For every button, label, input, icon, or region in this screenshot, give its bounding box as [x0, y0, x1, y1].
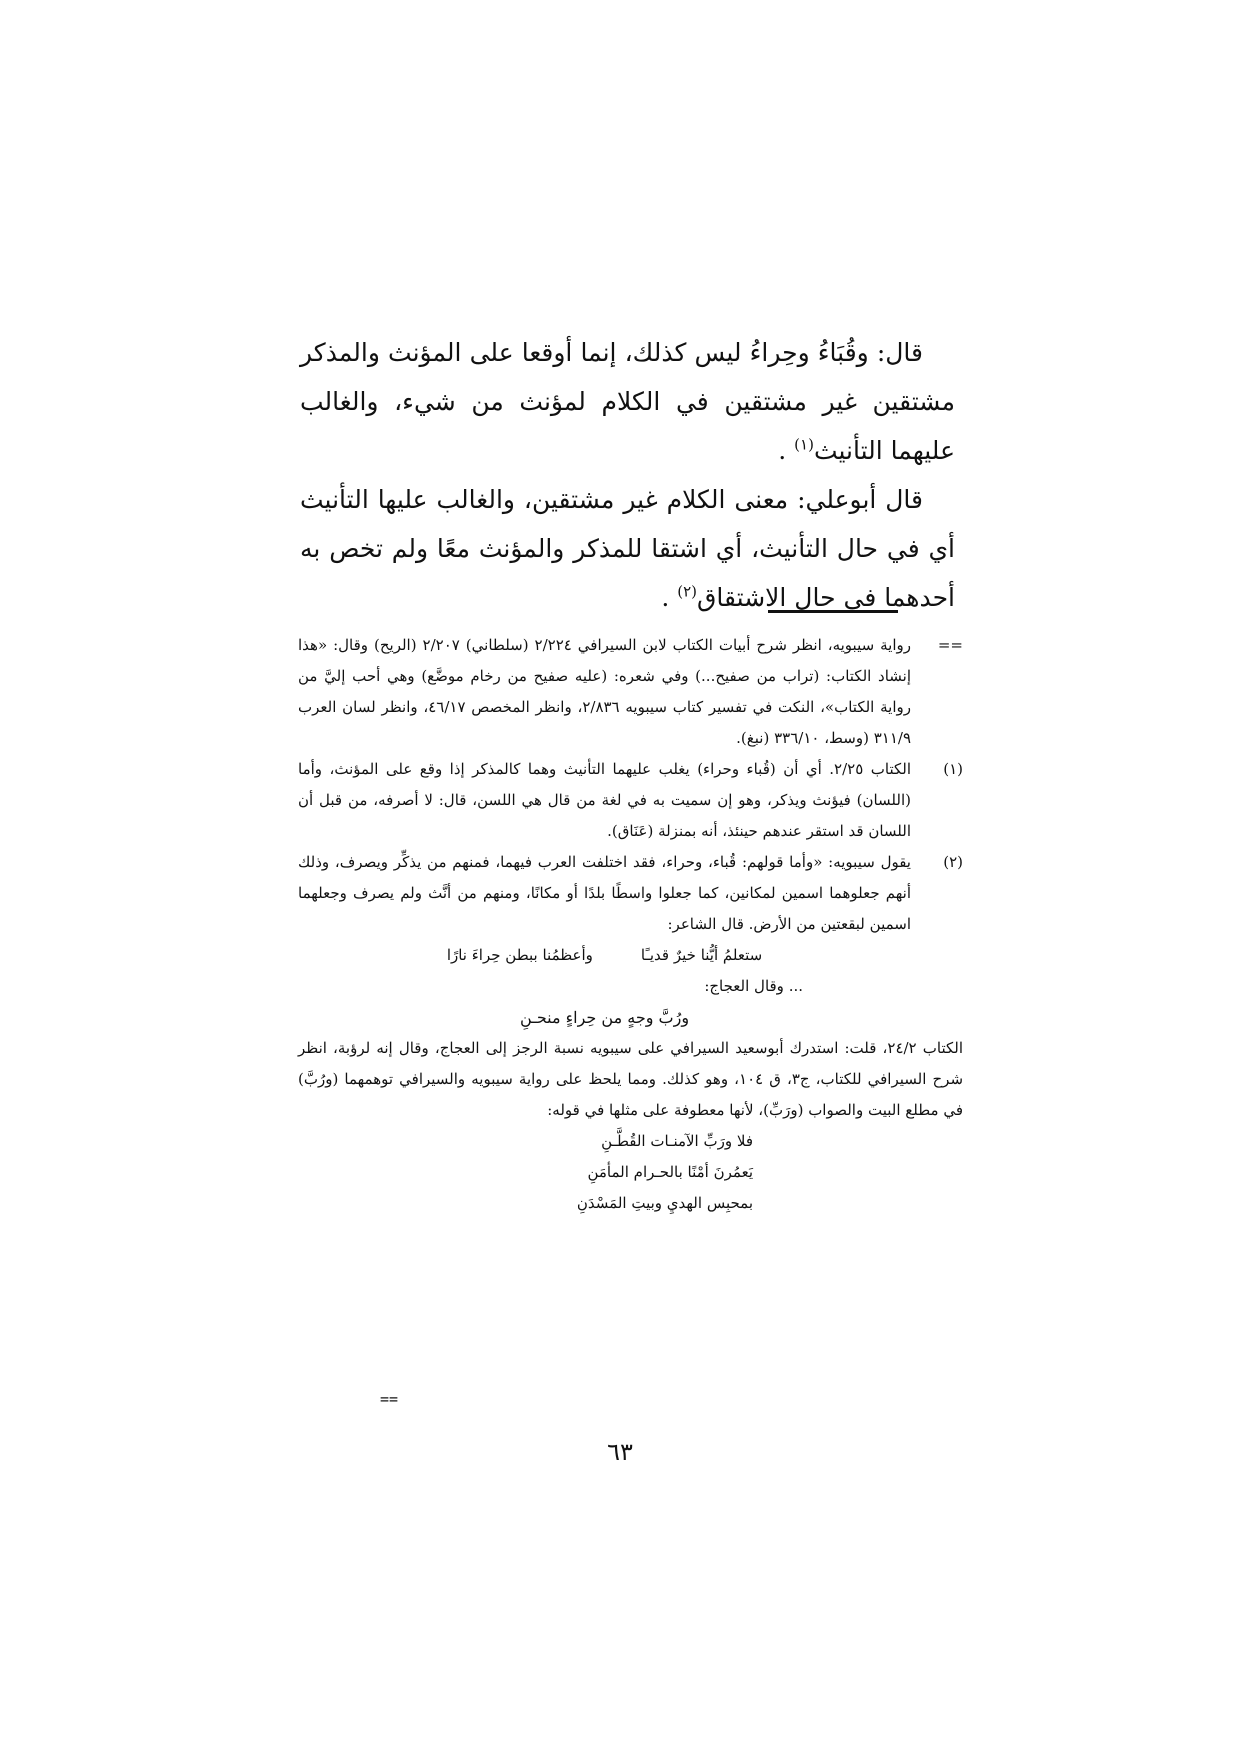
footnote-continuation-text: رواية سيبويه، انظر شرح أبيات الكتاب لابن السيرافي ٢/٢٢٤ (سلطاني) ٢/٢٠٧ (الريح) وقال: «هذا إنشاد الكتاب: (تراب من صفيح...) وفي شعره: (عليه صفيح من رخام موضَّع) وهي أحب إليَّ من رواية الكتاب»، النكت في تفسير كتاب سيبويه ٢/٨٣٦، وانظر المخصص ٤٦/١٧، وانظر لسان العرب ٣١١/٩ (وسط، ٣٣٦/١٠ (نبغ).	[298, 636, 911, 747]
end-continuation-marker: ==	[380, 1390, 399, 1408]
note-ref-2[interactable]: (٢)	[677, 582, 697, 601]
verse-3-line-2: يَعمُرنَ أمْنًا بالحـرام المأمَنِ	[587, 1163, 753, 1181]
footnote-2-text: يقول سيبويه: «وأما قولهم: قُباء، وحراء، فقد اختلفت العرب فيهما، فمنهم من يذكِّر ويصرف، وذلك أنهم جعلوهما اسمين لمكانين، كما جعلوا واسطًا بلدًا أو مكانًا، ومنهم من أنَّث ولم يصرف وجعلهما اسمين لبقعتين من الأرض. قال الشاعر:	[298, 853, 911, 933]
footnote-1-marker: (١)	[943, 760, 963, 778]
main-paragraph-1: قال: وقُبَاءُ وحِراءُ ليس كذلك، إنما أوقعا على المؤنث والمذكر مشتقين غير مشتقين في الكلام لمؤنث من شيء، والغالب عليهما التأنيث$^{(١)}$ .	[300, 338, 955, 465]
footnote-2-closing: الكتاب ٢٤/٢، قلت: استدرك أبوسعيد السيرافي على سيبويه نسبة الرجز إلى العجاج، وقال إنه لرؤبة، انظر شرح السيرافي للكتاب، ج٣، ق ١٠٤، وهو كذلك. ومما يلحظ على رواية سيبويه والسيرافي توهمهما (ورُبَّ) في مطلع البيت والصواب (ورَبِّ)، لأنها معطوفة على مثلها في قوله:	[298, 1039, 964, 1119]
footnotes	[298, 630, 963, 1219]
footnote-separator	[768, 610, 898, 613]
verse-1-hemistich-b: وأعظمُنا ببطن حِراءَ نارًا	[446, 946, 593, 964]
footnote-continuation	[298, 630, 963, 754]
continuation-marker: ==	[937, 636, 963, 654]
footnote-2	[298, 847, 963, 940]
page-number: ٦٣	[607, 1438, 633, 1466]
qala-ajjaj: ... وقال العجاج:	[704, 977, 803, 995]
footnote-1-text: الكتاب ٢/٢٥. أي أن (قُباء وحراء) يغلب عليهما التأنيث وهما كالمذكر إذا وقع على المؤنث، وأما (اللسان) فيؤنث ويذكر، وهو إن سميت به في لغة من قال هي اللسن، قال: لا أصرفه، من قبل أن اللسان قد استقر عندهم حينئذ، أنه بمنزلة (عَنَاق).	[298, 760, 911, 840]
verse-2: ورُبَّ وجهٍ من حِراءٍ منحـنِ	[519, 1008, 690, 1027]
main-paragraph-2: قال أبوعلي: معنى الكلام غير مشتقين، والغالب عليها التأنيث أي في حال التأنيث، أي اشتقا للمذكر والمؤنث معًا ولم تخص به أحدهما في حال الاشتقاق$^{(٢)}$ .	[300, 485, 955, 612]
footnote-2-marker: (٢)	[943, 853, 963, 871]
main-text	[300, 328, 955, 622]
verse-3	[298, 1126, 753, 1219]
verse-1	[298, 940, 911, 971]
footnote-1	[298, 754, 963, 847]
verse-3-line-3: بمحبِس الهديِ وبيتِ المَسْدَنِ	[576, 1194, 753, 1212]
verse-3-line-1: فلا ورَبِّ الآمنـات القُطَّـنِ	[601, 1132, 753, 1150]
note-ref-1[interactable]: (١)	[794, 435, 814, 454]
verse-1-hemistich-a: ستعلمُ أيُّنا خيرٌ قديـًا	[640, 946, 763, 964]
